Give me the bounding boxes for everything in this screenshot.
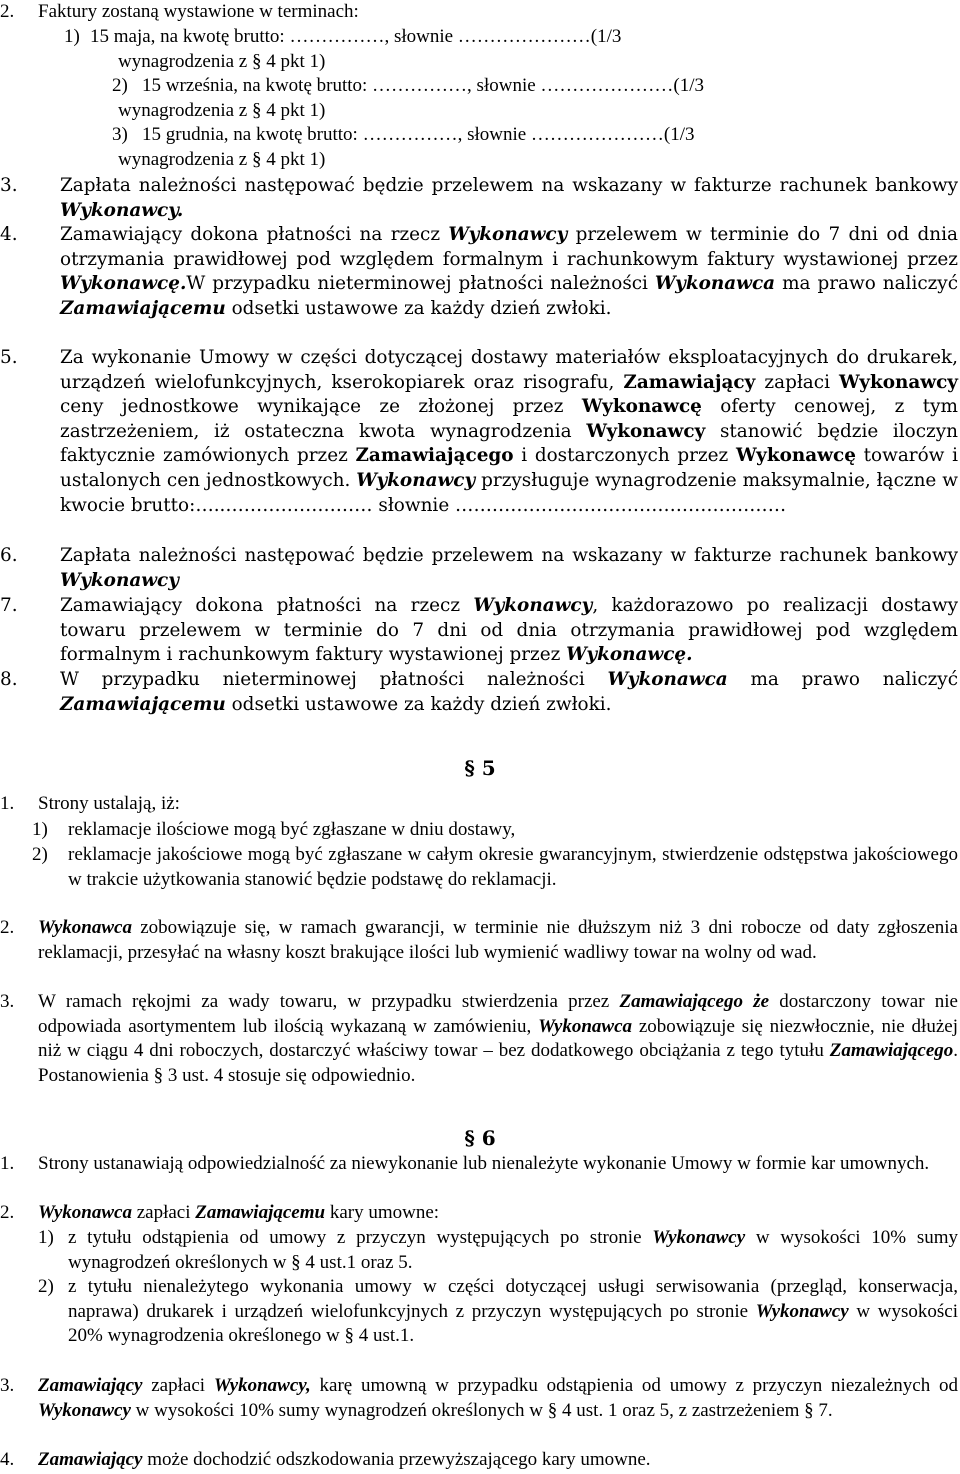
item-number: 7. (0, 595, 18, 616)
penalty-text (68, 1275, 958, 1349)
item-text (60, 174, 958, 223)
emphasized-term: Zamawiającego (619, 991, 743, 1012)
text-run: ma prawo naliczyć (775, 273, 959, 295)
emphasized-term: Zamawiającemu (195, 1202, 326, 1223)
penalty-1 (38, 1226, 958, 1275)
emphasized-term: Zamawiającego (355, 445, 514, 467)
text-run: W przypadku nieterminowej płatności należności (186, 273, 655, 295)
text-run: w wysokości 10% sumy wynagrodzeń określonych w § 4 ust. 1 oraz 5, z zastrzeżeniem § 7. (130, 1399, 833, 1421)
claim-rule-1 (32, 818, 958, 843)
item-number: 2. (0, 1, 15, 22)
paragraph-6-item-3 (0, 1374, 958, 1423)
item-text (38, 916, 958, 965)
text-run: Zapłata należności następować będzie przelewem na wskazany w fakturze rachunek bankowy (60, 545, 958, 566)
emphasized-term: Zamawiający (38, 1375, 143, 1396)
emphasized-term: Wykonawcy, (213, 1375, 311, 1396)
paragraph-4-item-3 (0, 174, 958, 223)
text-run: towarów i ustalonych cen jednostkowych. (60, 445, 958, 491)
term-text: 15 grudnia, na kwotę brutto: ……………, słownie …………………(1/3 (142, 124, 695, 145)
emphasized-term: Wykonawca (607, 669, 728, 690)
item-number: 4. (0, 1449, 15, 1470)
rule-number: 1) (32, 819, 48, 840)
item-text (60, 594, 958, 668)
emphasized-term: Wykonawcy (448, 224, 568, 245)
item-text: Strony ustalają, iż: (38, 793, 180, 814)
paragraph-4-item-6 (0, 544, 958, 593)
item-text (60, 346, 958, 518)
term-text: 15 maja, na kwotę brutto: ……………, słownie …………………(1/3 (90, 26, 622, 47)
item-number: 6. (0, 545, 18, 566)
text-run: przelewem w terminie do 7 dni od dnia otrzymania prawidłowej pod względem formalnym i rachunkowym faktury wystawionej przez (60, 224, 958, 270)
text-run: odsetki ustawowe za każdy dzień zwłoki. (225, 297, 612, 319)
section-heading-6 (0, 1126, 960, 1151)
text-run: dostarczony towar nie odpowiada asortymentem lub ilością wykazaną w zamówieniu, (38, 991, 958, 1037)
text-run: zapłaci (131, 1202, 196, 1223)
item-number: 4. (0, 224, 18, 245)
item-number: 2. (0, 1202, 15, 1223)
emphasized-term: Wykonawcy (586, 420, 706, 442)
emphasized-term: Zamawiającego (829, 1040, 954, 1062)
penalty-number: 2) (38, 1276, 54, 1297)
item-number: 3. (0, 1375, 15, 1396)
emphasized-term: Wykonawcę. (566, 644, 693, 666)
term-text-cont: wynagrodzenia z § 4 pkt 1) (118, 99, 326, 121)
emphasized-term: Zamawiający (38, 1449, 143, 1470)
emphasized-term: Wykonawcy (473, 595, 593, 616)
item-text (38, 1448, 958, 1473)
text-run: § 6 (464, 1126, 496, 1150)
item-text: Strony ustanawiają odpowiedzialność za niewykonanie lub nienależyte wykonanie Umowy w formie kar umownych. (38, 1153, 930, 1174)
text-run: z tytułu odstąpienia od umowy z przyczyn występujących po stronie (68, 1227, 653, 1248)
emphasized-term: Wykonawcy (652, 1227, 746, 1248)
emphasized-term: Zamawiającemu (60, 693, 226, 715)
text-run: zapłaci (142, 1375, 214, 1396)
text-run: może dochodzić odszkodowania przewyższającego kary umowne. (142, 1449, 651, 1470)
text-run: odsetki ustawowe za każdy dzień zwłoki. (225, 693, 612, 715)
term-text-cont: wynagrodzenia z § 4 pkt 1) (118, 50, 326, 72)
emphasized-term: Wykonawca (654, 273, 776, 295)
text-run: , każdorazowo po realizacji dostawy towaru przelewem w terminie do 7 dni od dnia otrzymania prawidłowej pod względem formalnym i rachunkowym faktury wystawionej przez (60, 595, 958, 666)
text-run: ceny jednostkowe wynikające ze złożonej przez (60, 396, 582, 418)
text-run: zapłaci (755, 371, 840, 393)
item-number: 1. (0, 1153, 15, 1174)
paragraph-4-item-8 (0, 668, 958, 717)
penalty-2 (38, 1275, 958, 1349)
text-run: w wysokości 20% wynagrodzenia określonego w § 4 ust.1. (68, 1300, 958, 1347)
emphasized-term: że (753, 991, 770, 1012)
text-run (743, 991, 753, 1012)
emphasized-term: Wykonawcy (356, 469, 476, 491)
emphasized-term: Wykonawca (538, 1015, 633, 1037)
paragraph-6-item-1 (0, 1152, 958, 1177)
emphasized-term: Zamawiający (623, 371, 756, 393)
emphasized-term: Wykonawcę. (60, 273, 187, 295)
emphasized-term: Wykonawcy. (60, 199, 184, 221)
penalty-text (68, 1226, 958, 1275)
item-text (60, 544, 958, 593)
paragraph-5-item-2 (0, 916, 958, 965)
text-run: Zamawiający dokona płatności na rzecz (60, 224, 449, 245)
text-run: kary umowne: (325, 1202, 440, 1223)
emphasized-term: Wykonawca (38, 917, 132, 938)
text-run: Za wykonanie Umowy w części dotyczącej dostawy materiałów eksploatacyjnych do drukarek, urządzeń wielofunkcyjnych, kserokopiarek oraz risografu, (60, 347, 958, 393)
emphasized-term: Wykonawcy (38, 1399, 131, 1421)
text-run: karę umowną w przypadku odstąpienia od umowy z przyczyn niezależnych od (310, 1375, 958, 1396)
item-text (60, 223, 958, 321)
text-run: § 5 (464, 756, 496, 780)
emphasized-term: Wykonawcy (839, 371, 958, 393)
text-run: oferty cenowej, z tym zastrzeżeniem, iż ostateczna kwota wynagrodzenia (60, 396, 958, 442)
term-number: 3) (112, 124, 128, 145)
invoice-term-2 (90, 74, 930, 123)
item-text: Faktury zostaną wystawione w terminach: (38, 1, 359, 22)
emphasized-term: Wykonawcy (755, 1300, 849, 1322)
text-run: zobowiązuje się niezwłocznie, nie dłużej niż w ciągu 4 dni roboczych, dostarczyć właściwy towar – bez dodatkowego obciążania z tego tytułu (38, 1015, 958, 1062)
item-number: 3. (0, 175, 18, 196)
paragraph-4-item-2 (0, 0, 958, 25)
text-run: w wysokości 10% sumy wynagrodzeń określonych w § 4 ust.1 oraz 5. (68, 1227, 958, 1273)
paragraph-4-item-7 (0, 594, 958, 668)
emphasized-term: Wykonawcę (735, 445, 856, 467)
item-number: 3. (0, 991, 15, 1012)
text-run: Zamawiający dokona płatności na rzecz (60, 595, 474, 616)
paragraph-4-item-5 (0, 346, 958, 518)
emphasized-term: Wykonawca (38, 1202, 132, 1223)
item-text (38, 1374, 958, 1423)
text-run: W przypadku nieterminowej płatności należności (60, 669, 608, 690)
term-text-cont: wynagrodzenia z § 4 pkt 1) (118, 148, 326, 170)
text-run: stanowić będzie iloczyn faktycznie zamówionych przez (60, 420, 958, 467)
invoice-term-1 (64, 25, 904, 74)
section-heading-5 (0, 756, 960, 781)
item-number: 1. (0, 793, 15, 814)
paragraph-5-item-3 (0, 990, 958, 1088)
text-run: Zapłata należności następować będzie przelewem na wskazany w fakturze rachunek bankowy (60, 175, 958, 196)
penalty-number: 1) (38, 1227, 54, 1248)
paragraph-6-item-4 (0, 1448, 958, 1473)
rule-text: reklamacje jakościowe mogą być zgłaszane w całym okresie gwarancyjnym, stwierdzenie odstępstwa jakościowego w trakcie użytkowania stanowić będzie podstawę do reklamacji. (68, 844, 958, 890)
text-run: i dostarczonych przez (513, 445, 736, 467)
paragraph-5-item-1 (0, 792, 958, 817)
item-number: 8. (0, 669, 18, 690)
text-run: ma prawo naliczyć (727, 669, 959, 690)
emphasized-term: Zamawiającemu (60, 297, 226, 319)
emphasized-term: Wykonawcy (60, 569, 179, 591)
claim-rule-2 (32, 843, 958, 892)
item-text (38, 990, 958, 1088)
item-number: 5. (0, 347, 18, 368)
rule-text: reklamacje ilościowe mogą być zgłaszane w dniu dostawy, (68, 819, 516, 840)
item-number: 2. (0, 917, 15, 938)
term-text: 15 września, na kwotę brutto: ……………, słownie …………………(1/3 (142, 75, 705, 96)
text-run: przysługuje wynagrodzenie maksymalnie, łączne w kwocie brutto:…..…………………… słownie ……………………………………………… (60, 469, 958, 516)
item-text (38, 1201, 958, 1226)
paragraph-6-item-2 (0, 1201, 958, 1226)
text-run: W ramach rękojmi za wady towaru, w przypadku stwierdzenia przez (38, 991, 620, 1012)
text-run: z tytułu nienależytego wykonania umowy w części dotyczącej usługi serwisowania (przegląd, konserwacja, naprawa) drukarek i urządzeń wielofunkcyjnych z przyczyn występujących po stronie (68, 1276, 958, 1322)
term-number: 2) (112, 75, 128, 96)
emphasized-term: Wykonawcę (581, 396, 702, 418)
invoice-term-3 (90, 123, 930, 172)
rule-number: 2) (32, 844, 48, 865)
item-text (60, 668, 958, 717)
term-number: 1) (64, 26, 80, 47)
text-run: . Postanowienia § 3 ust. 4 stosuje się odpowiednio. (38, 1040, 958, 1086)
text-run: zobowiązuje się, w ramach gwarancji, w terminie nie dłuższym niż 3 dni robocze od daty zgłoszenia reklamacji, przesyłać na własny koszt brakujące ilości lub wymienić wadliwy towar na wolny od wad. (38, 917, 958, 963)
paragraph-4-item-4 (0, 223, 958, 321)
